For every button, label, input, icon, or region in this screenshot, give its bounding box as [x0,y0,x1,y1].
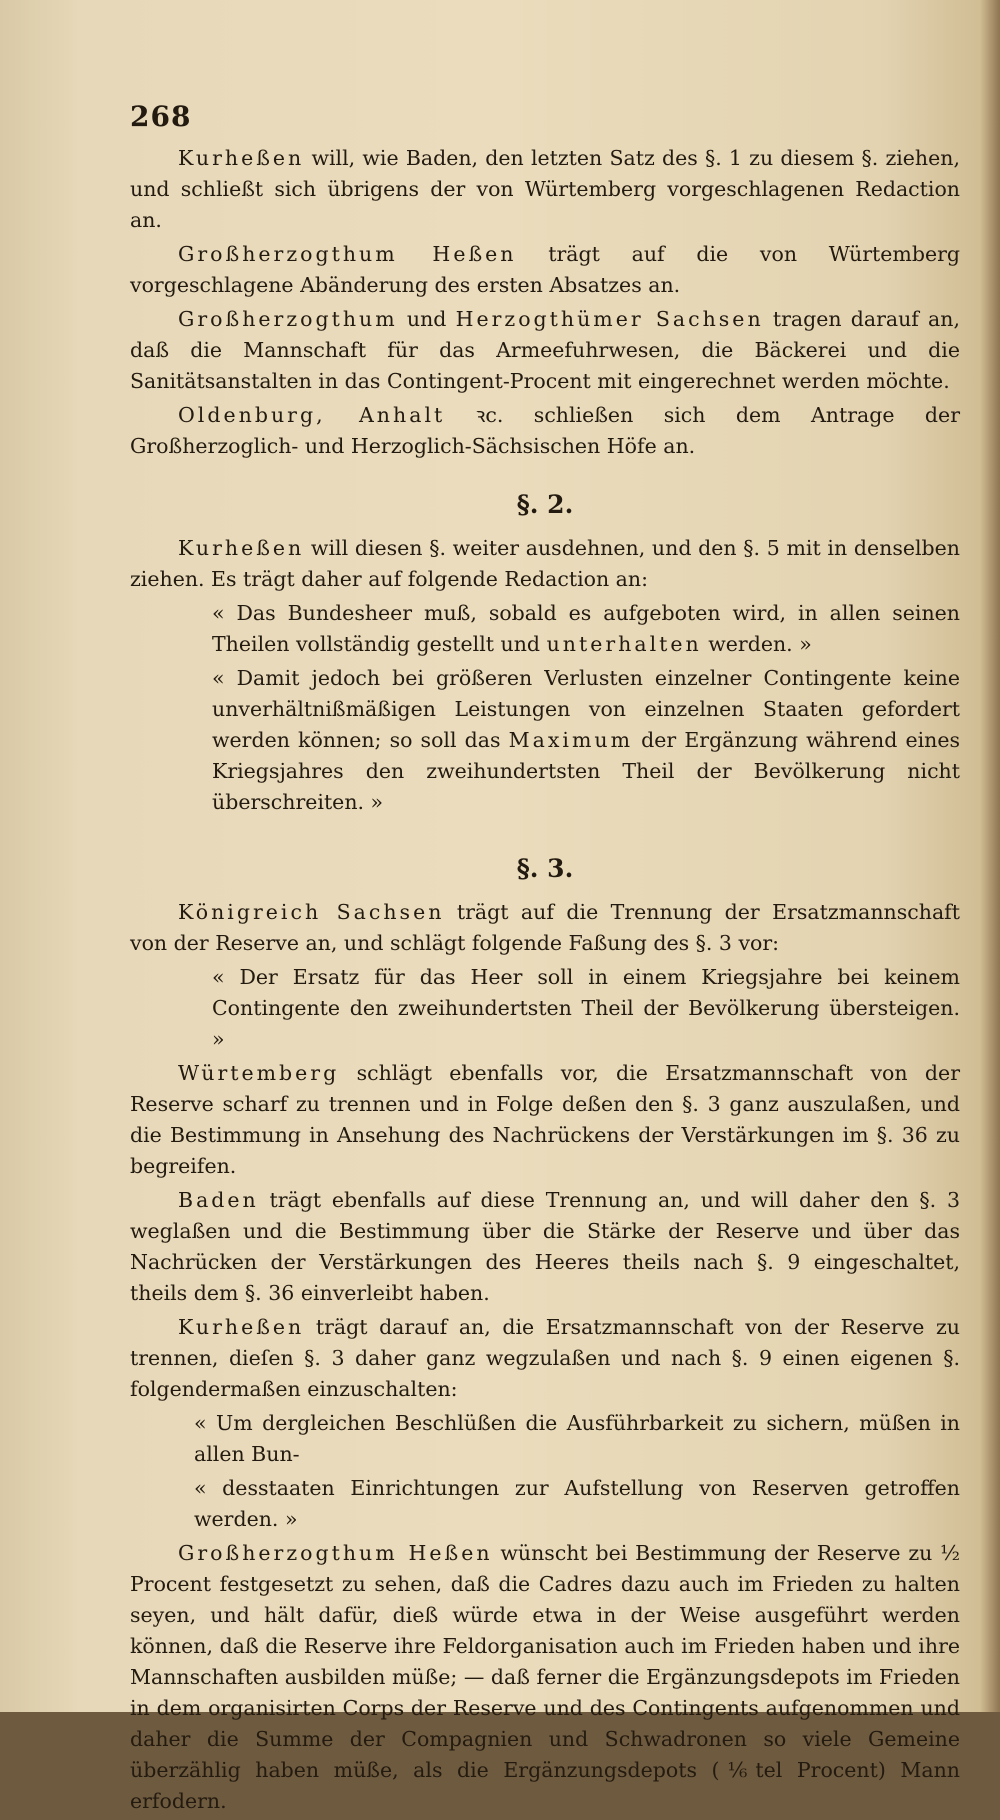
state-name: Herzogthümer Sachsen [455,307,764,331]
state-name: Großherzogthum Heßen [178,1541,493,1565]
state-name: Königreich Sachsen [178,900,445,924]
quote-beschluesse-line1: « Um dergleichen Beschlüßen die Ausführbarkeit zu sichern, müßen in allen Bun- [194,1411,960,1466]
paragraph-sachsen-duchies: Großherzogthum und Herzogthümer Sachsen tragen darauf an, daß die Mannschaft für das Armeefuhrwesen, die Bäckerei und die Sanitätsanstalten in das Contingent-Procent mit eingerechnet werden möchte. [130,307,960,393]
paragraph-kurhessen-2: Kurheßen will diesen §. weiter ausdehnen, und den §. 5 mit in denselben ziehen. Es trägt daher auf folgende Redaction an: [130,536,960,591]
state-name: Großherzogthum Heßen [178,242,517,266]
section-heading-2: §. 2. [516,490,574,519]
quote-maximum: « Damit jedoch bei größeren Verlusten einzelner Contingente keine unverhältnißmäßigen Leistungen von einzelnen Staaten gefordert werden können; so soll das Maximum der Ergänzung während eines Kriegsjahres den zweihundertsten Theil der Bevölkerung nicht überschreiten. » [212,666,960,814]
state-name: Kurheßen [178,536,305,560]
paragraph-oldenburg: Oldenburg, Anhalt ꝛc. schließen sich dem Antrage der Großherzoglich- und Herzoglich-Sächsischen Höfe an. [130,403,960,458]
paragraph-kurhessen-3: Kurheßen trägt darauf an, die Ersatzmannschaft von der Reserve zu trennen, dieſen §. 3 daher ganz wegzulaßen und nach §. 9 einen eigenen §. folgendermaßen einzuschalten: [130,1315,960,1401]
page-number: 268 [130,100,192,133]
quote-bundesheer: « Das Bundesheer muß, sobald es aufgeboten wird, in allen seinen Theilen vollständig gestellt und unterhalten werden. » [212,601,960,656]
state-name: Kurheßen [178,1315,305,1339]
page-content [130,100,960,1820]
paragraph-koenigreich-sachsen: Königreich Sachsen trägt auf die Trennung der Ersatzmannschaft von der Reserve an, und schlägt folgende Faßung des §. 3 vor: [130,900,961,955]
quote-beschluesse-line2: « desstaaten Einrichtungen zur Aufstellung von Reserven getroffen werden. » [194,1476,960,1531]
state-name: Kurheßen [178,146,305,170]
state-name: Großherzogthum [178,307,398,331]
paragraph-kurhessen-1: Kurheßen will, wie Baden, den letzten Satz des §. 1 zu diesem §. ziehen, und schließt sich übrigens der von Würtemberg vorgeschlagenen Redaction an. [130,146,960,232]
quote-ersatz: « Der Ersatz für das Heer soll in einem Kriegsjahre bei keinem Contingente den zweihundertsten Theil der Bevölkerung übersteigen. » [212,965,960,1051]
paragraph-baden: Baden trägt ebenfalls auf diese Trennung an, und will daher den §. 3 weglaßen und die Bestimmung über die Stärke der Reserve und über das Nachrücken der Verstärkungen des Heeres theils nach §. 9 eingeschaltet, theils dem §. 36 einverleibt haben. [130,1188,960,1305]
state-name: Baden [178,1188,259,1212]
paragraph-hessen-2: Großherzogthum Heßen wünscht bei Bestimmung der Reserve zu ½ Procent festgesetzt zu sehen, daß die Cadres dazu auch im Frieden zu halten seyen, und hält dafür, dieß würde etwa in der Weise ausgeführt werden können, daß die Reserve ihre Feldorganisation auch im Frieden haben und ihre Mannschaften ausbilden müße; — daß ferner die Ergänzungsdepots im Frieden in dem organisirten Corps der Reserve und des Contingents aufgenommen und daher die Summe der Compagnien und Schwadronen so viele Gemeine überzählig haben müße, als die Ergänzungsdepots (⅙tel Procent) Mann erfodern. [130,1541,960,1813]
section-heading-3: §. 3. [516,854,574,883]
state-name: Würtemberg [178,1061,340,1085]
paragraph-hessen-1: Großherzogthum Heßen trägt auf die von Würtemberg vorgeschlagene Abänderung des ersten Absatzes an. [130,242,960,297]
state-name: Oldenburg, Anhalt [178,403,446,427]
paragraph-wuertemberg: Würtemberg schlägt ebenfalls vor, die Ersatzmannschaft von der Reserve scharf zu trennen und in Folge deßen den §. 3 ganz auszulaßen, und die Bestimmung in Ansehung des Nachrückens der Verstärkungen im §. 36 zu begreifen. [130,1061,960,1178]
